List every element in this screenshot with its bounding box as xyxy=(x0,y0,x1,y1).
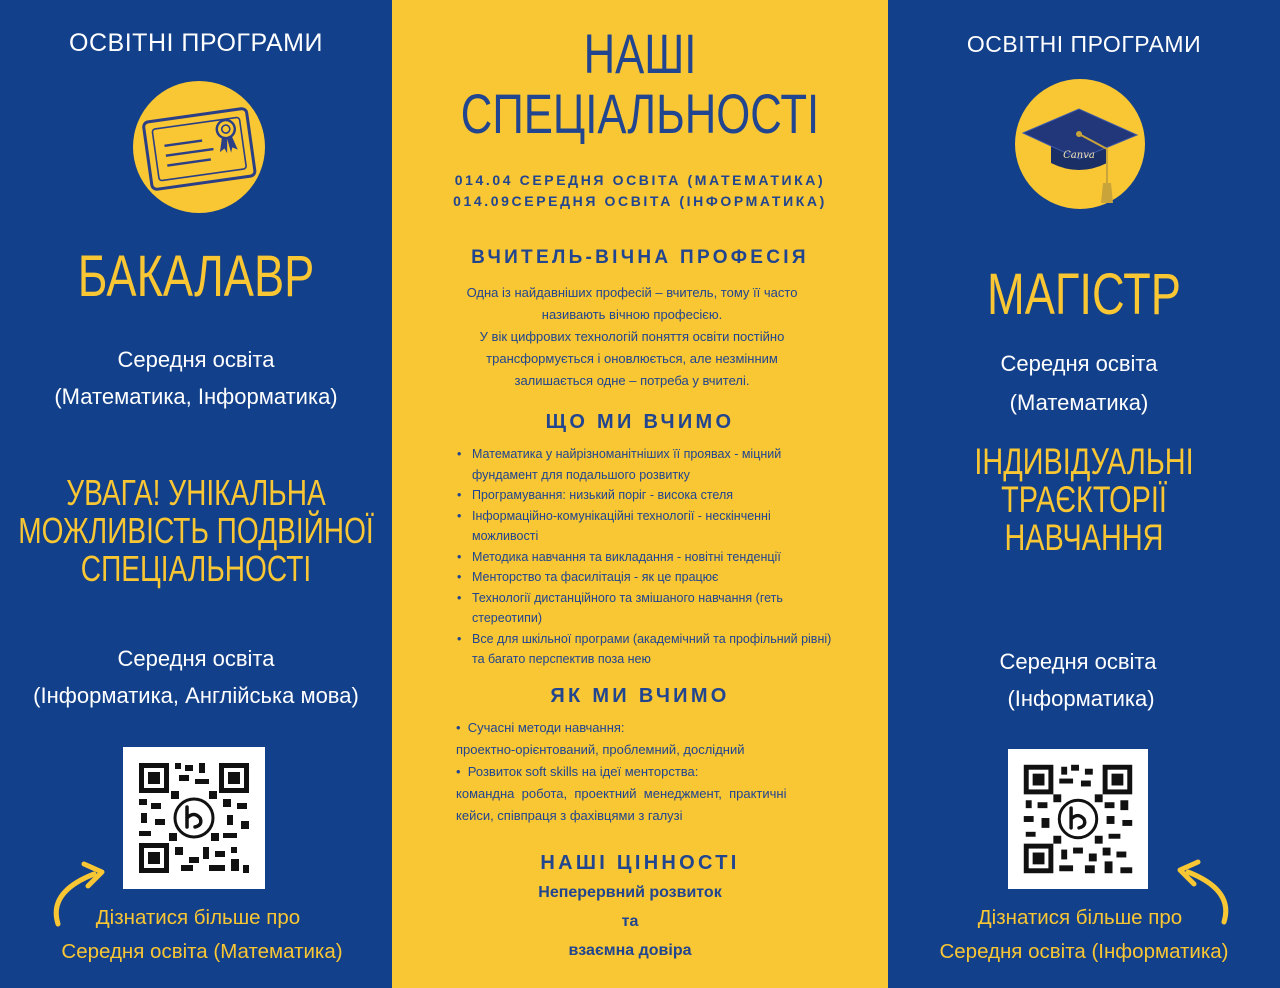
section2-list xyxy=(448,444,836,670)
right-program2-line1: Середня освіта xyxy=(999,649,1157,674)
right-heading: ОСВІТНІ ПРОГРАМИ xyxy=(966,31,1202,57)
graduation-cap-icon xyxy=(1015,79,1145,209)
list-item: • Інформаційно-комунікаційні технології - нескінченні можливості xyxy=(448,506,836,547)
values-line3: взаємна довіра xyxy=(568,942,692,959)
section1-text-line: залишається одне – потреба у вчителі. xyxy=(514,373,750,388)
left-degree: БАКАЛАВР xyxy=(77,244,315,309)
list-item: • Математика у найрізноманітніших її проявах - міцний фундамент для подальшого розвитку xyxy=(448,444,836,485)
section1-text-line: У вік цифрових технологій поняття освіти постійно xyxy=(479,329,785,344)
section3-text2a: командна робота, проектний менеджмент, практичні xyxy=(456,786,787,801)
left-program1-line1: Середня освіта xyxy=(117,347,275,372)
diploma-icon xyxy=(133,81,265,213)
left-notice-line2: МОЖЛИВІСТЬ ПОДВІЙНОЇ xyxy=(18,510,374,551)
section3-text1: проектно-орієнтований, проблемний, дослідний xyxy=(456,742,745,757)
section1-text-line: трансформується і оновлюється, але незмінним xyxy=(486,351,778,366)
section1-text xyxy=(392,282,872,392)
section2-title: ЩО МИ ВЧИМО xyxy=(545,411,735,433)
list-item: • Все для шкільної програми (академічний та профільний рівні) та багато перспектив поза нею xyxy=(448,629,836,670)
section1-text-line: Одна із найдавніших професій – вчитель, тому її часто xyxy=(466,285,798,300)
section3-text2b: кейси, співпраця з фахівцями з галузі xyxy=(456,808,683,823)
values-line1: Неперервний розвиток xyxy=(538,884,722,901)
right-link-line2[interactable]: Середня освіта (Інформатика) xyxy=(939,940,1229,963)
right-notice xyxy=(931,443,1237,557)
right-notice-line2: ТРАЄКТОРІЇ xyxy=(1001,479,1167,520)
cap-brand-text: Canva xyxy=(1063,150,1095,161)
section3-item1: • Сучасні методи навчання: xyxy=(456,720,625,735)
section1-text-line: називають вічною професією. xyxy=(541,307,723,322)
section1-title: ВЧИТЕЛЬ-ВІЧНА ПРОФЕСІЯ xyxy=(471,247,809,268)
middle-panel xyxy=(392,0,888,988)
left-notice-line3: СПЕЦІАЛЬНОСТІ xyxy=(80,548,312,589)
list-item: • Менторство та фасилітація - як це працює xyxy=(448,567,836,588)
right-degree: МАГІСТР xyxy=(987,262,1181,327)
left-program1-line2: (Математика, Інформатика) xyxy=(54,384,338,409)
list-item: • Програмування: низький поріг - висока стеля xyxy=(448,485,836,506)
right-program1-line2: (Математика) xyxy=(1009,390,1149,415)
left-link-line2[interactable]: Середня освіта (Математика) xyxy=(61,940,343,963)
right-notice-line3: НАВЧАННЯ xyxy=(1004,517,1164,558)
section3-title: ЯК МИ ВЧИМО xyxy=(550,685,730,707)
left-program2-line2: (Інформатика, Англійська мова) xyxy=(33,683,359,708)
left-notice xyxy=(12,474,380,588)
left-link-line1[interactable]: Дізнатися більше про xyxy=(95,906,301,929)
left-notice-line1: УВАГА! УНІКАЛЬНА xyxy=(66,472,326,513)
left-panel xyxy=(0,0,392,988)
values-line2: та xyxy=(621,913,639,930)
left-heading: ОСВІТНІ ПРОГРАМИ xyxy=(69,29,323,57)
left-program2-line1: Середня освіта xyxy=(117,646,275,671)
list-item: • Технології дистанційного та змішаного навчання (геть стереотипи) xyxy=(448,588,836,629)
left-qr-code[interactable] xyxy=(123,747,265,889)
right-program1-line1: Середня освіта xyxy=(1000,351,1158,376)
list-item: • Методика навчання та викладання - новітні тенденції xyxy=(448,547,836,568)
right-program2-line2: (Інформатика) xyxy=(1007,686,1155,711)
right-qr-code[interactable] xyxy=(1008,749,1148,889)
code-line1: 014.04 СЕРЕДНЯ ОСВІТА (МАТЕМАТИКА) xyxy=(454,172,826,188)
middle-title-line2: СПЕЦІАЛЬНОСТІ xyxy=(460,82,820,145)
section4-title: НАШІ ЦІННОСТІ xyxy=(540,852,740,874)
section3-item2: • Розвиток soft skills на ідеї менторства: xyxy=(456,764,699,779)
right-link-line1[interactable]: Дізнатися більше про xyxy=(977,906,1183,929)
right-panel xyxy=(888,0,1280,988)
code-line2: 014.09СЕРЕДНЯ ОСВІТА (ІНФОРМАТИКА) xyxy=(453,193,827,209)
middle-title-line1: НАШІ xyxy=(583,22,697,85)
right-notice-line1: ІНДИВІДУАЛЬНІ xyxy=(974,441,1194,482)
